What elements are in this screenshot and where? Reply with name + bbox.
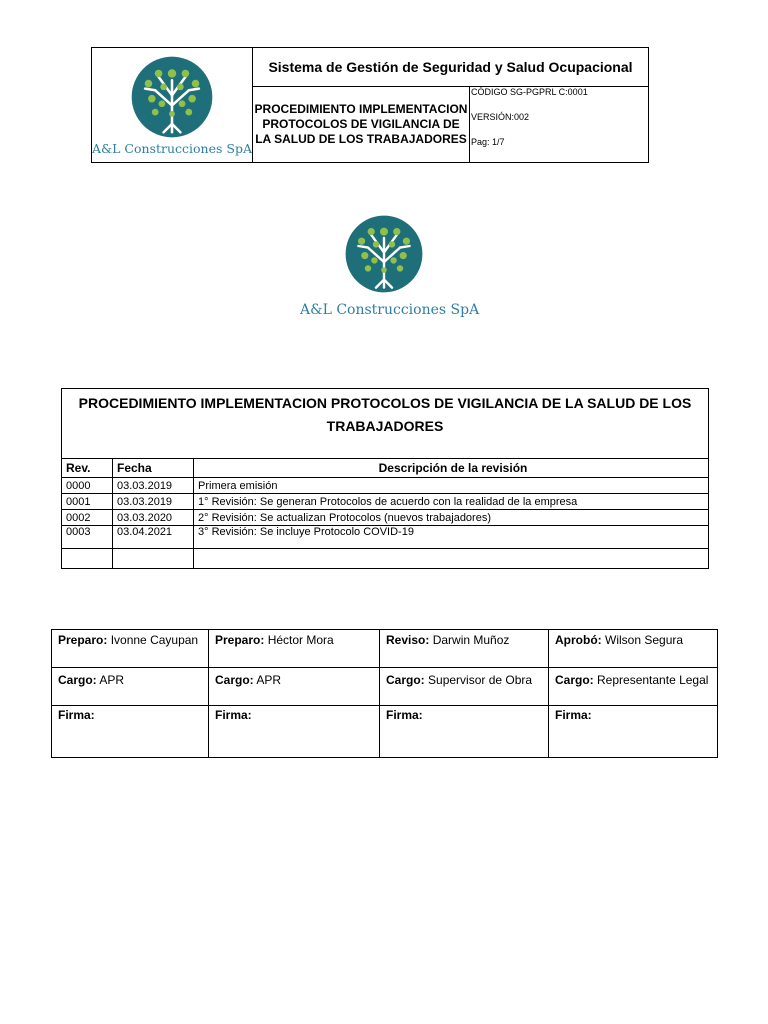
cargo-label: Cargo: xyxy=(555,673,594,687)
firma-cell xyxy=(209,706,380,758)
cargo-cell xyxy=(209,668,380,706)
preparer-cell xyxy=(209,630,380,668)
firma-label: Firma: xyxy=(555,708,592,722)
rev-cell: 0000 xyxy=(62,478,113,494)
firma-cell xyxy=(380,706,549,758)
cargo-value: Supervisor de Obra xyxy=(428,673,533,687)
descripcion-cell: 3° Revisión: Se incluye Protocolo COVID-19 xyxy=(194,526,709,549)
cargo-cell xyxy=(549,668,718,706)
reviewer-name: Darwin Muñoz xyxy=(432,633,510,647)
revision-table xyxy=(61,388,709,569)
system-title: Sistema de Gestión de Seguridad y Salud Ocupacional xyxy=(253,48,649,87)
header-logo-cell xyxy=(92,48,253,163)
signature-firma-row xyxy=(52,706,718,758)
cargo-label: Cargo: xyxy=(58,673,97,687)
column-header-fecha: Fecha xyxy=(113,459,194,478)
empty-cell xyxy=(194,549,709,569)
firma-cell xyxy=(549,706,718,758)
document-header xyxy=(91,47,649,163)
empty-cell xyxy=(113,549,194,569)
fecha-cell: 03.03.2019 xyxy=(113,494,194,510)
revision-header-row xyxy=(62,459,709,478)
procedure-title: PROCEDIMIENTO IMPLEMENTACION PROTOCOLOS DE VIGILANCIA DE LA SALUD DE LOS TRABAJADORES xyxy=(253,87,470,163)
cargo-cell xyxy=(380,668,549,706)
signature-names-row xyxy=(52,630,718,668)
tree-logo-icon xyxy=(344,212,424,296)
cargo-value: Representante Legal xyxy=(597,673,709,687)
center-company-name: A&L Construcciones SpA xyxy=(300,302,480,318)
approver-name: Wilson Segura xyxy=(605,633,684,647)
column-header-descripcion: Descripción de la revisión xyxy=(194,459,709,478)
fecha-cell: 03.03.2020 xyxy=(113,510,194,526)
table-row xyxy=(62,478,709,494)
fecha-cell: 03.04.2021 xyxy=(113,526,194,549)
table-row xyxy=(62,526,709,549)
document-code: CÓDIGO SG-PGPRL C:0001 xyxy=(471,87,588,97)
cargo-cell xyxy=(52,668,209,706)
cargo-value: APR xyxy=(256,673,282,687)
descripcion-cell: 2° Revisión: Se actualizan Protocolos (nuevos trabajadores) xyxy=(194,510,709,526)
reviewer-cell xyxy=(380,630,549,668)
descripcion-cell: Primera emisión xyxy=(194,478,709,494)
document-page: Pag: 1/7 xyxy=(471,137,505,147)
header-company-name: A&L Construcciones SpA xyxy=(92,140,252,156)
rev-cell: 0001 xyxy=(62,494,113,510)
tree-logo-icon xyxy=(130,55,214,139)
aprobo-label: Aprobó: xyxy=(555,633,602,647)
table-row xyxy=(62,549,709,569)
center-logo xyxy=(300,212,480,318)
descripcion-cell: 1° Revisión: Se generan Protocolos de acuerdo con la realidad de la empresa xyxy=(194,494,709,510)
cargo-label: Cargo: xyxy=(215,673,254,687)
firma-label: Firma: xyxy=(386,708,423,722)
firma-label: Firma: xyxy=(58,708,95,722)
firma-cell xyxy=(52,706,209,758)
cargo-value: APR xyxy=(99,673,125,687)
preparer-name: Héctor Mora xyxy=(267,633,334,647)
document-meta xyxy=(470,87,649,163)
signature-cargo-row xyxy=(52,668,718,706)
approver-cell xyxy=(549,630,718,668)
reviso-label: Reviso: xyxy=(386,633,430,647)
preparo-label: Preparo: xyxy=(58,633,108,647)
signature-table xyxy=(51,629,718,758)
firma-label: Firma: xyxy=(215,708,252,722)
rev-cell: 0003 xyxy=(62,526,113,549)
rev-cell: 0002 xyxy=(62,510,113,526)
table-row xyxy=(62,494,709,510)
preparer-name: Ivonne Cayupan xyxy=(110,633,199,647)
preparo-label: Preparo: xyxy=(215,633,265,647)
fecha-cell: 03.03.2019 xyxy=(113,478,194,494)
cargo-label: Cargo: xyxy=(386,673,425,687)
empty-cell xyxy=(62,549,113,569)
table-row xyxy=(62,510,709,526)
column-header-rev: Rev. xyxy=(62,459,113,478)
revision-table-title: PROCEDIMIENTO IMPLEMENTACION PROTOCOLOS DE VIGILANCIA DE LA SALUD DE LOS TRABAJADORES xyxy=(62,389,709,459)
document-version: VERSIÓN:002 xyxy=(471,112,530,122)
preparer-cell xyxy=(52,630,209,668)
